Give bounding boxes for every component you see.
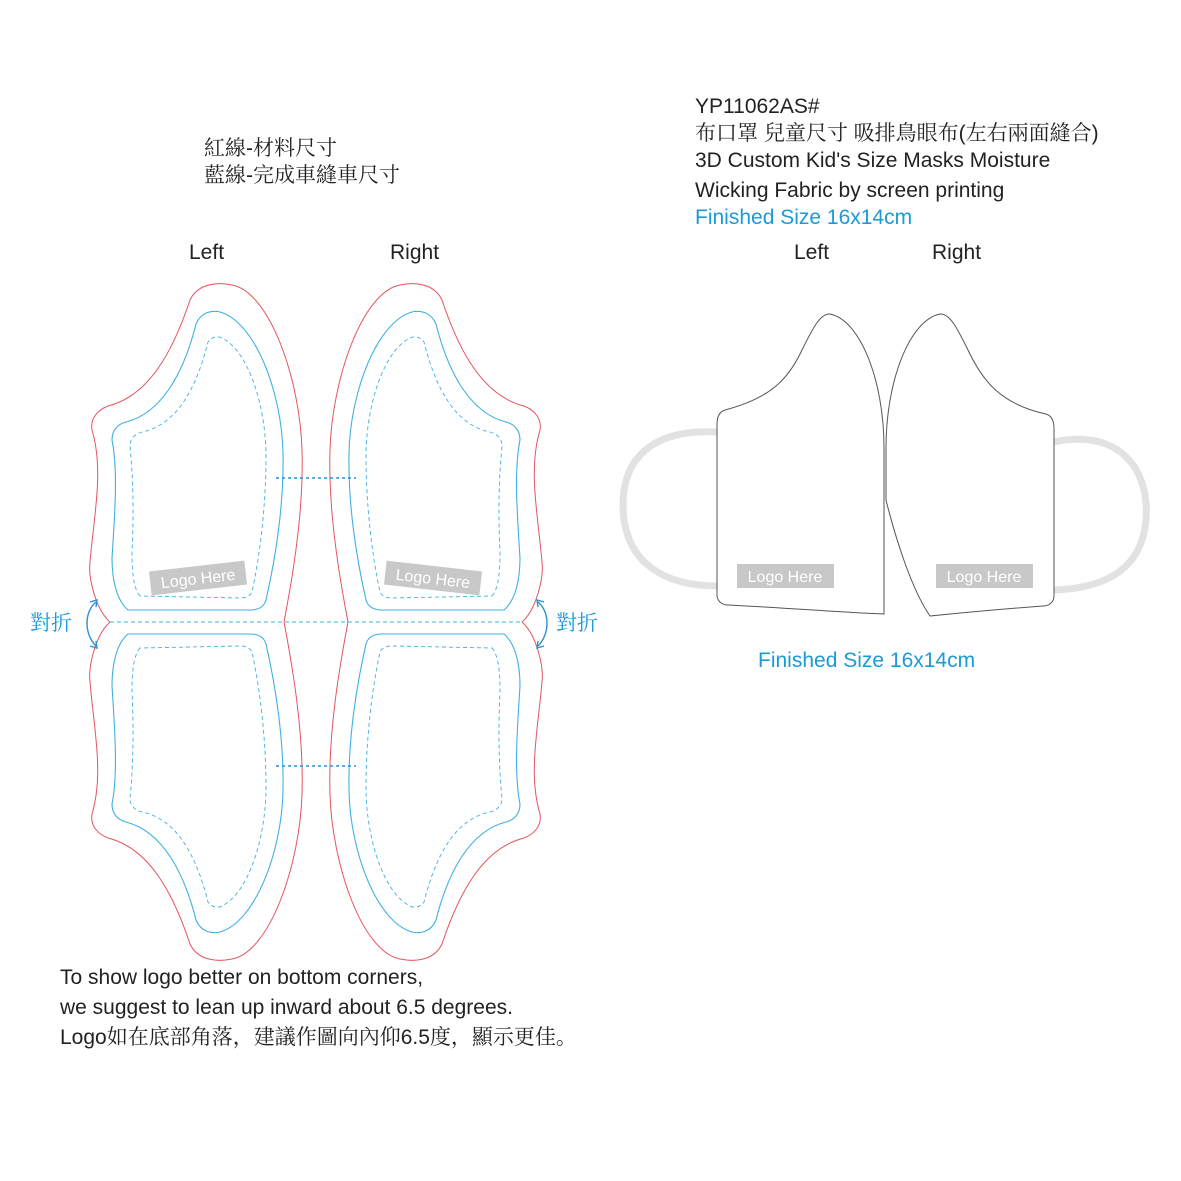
- product-title-en-1: 3D Custom Kid's Size Masks Moisture: [695, 149, 1051, 172]
- mask-mockup: [623, 314, 1146, 616]
- finished-size-mockup: Finished Size 16x14cm: [758, 649, 976, 672]
- svg-text:Logo Here: Logo Here: [946, 569, 1022, 586]
- mockup-logo-right: [936, 564, 1033, 588]
- fold-label-right: 對折: [556, 612, 598, 635]
- mockup-label-right: Right: [932, 241, 982, 264]
- fold-arrow-left: [87, 600, 97, 648]
- fold-arrow-right: [537, 600, 547, 648]
- pattern-logo-left: [149, 561, 247, 596]
- pattern-label-left: Left: [189, 241, 225, 264]
- svg-text:Logo Here: Logo Here: [394, 566, 471, 593]
- product-code: YP11062AS#: [695, 95, 820, 118]
- pattern-logo-right: [384, 561, 482, 596]
- legend-red-line: 紅線-材料尺寸: [204, 137, 337, 160]
- footer-line-3: Logo如在底部角落，建議作圖向內仰6.5度，顯示更佳。: [60, 1026, 577, 1049]
- pattern-label-right: Right: [390, 241, 440, 264]
- fold-label-left: 對折: [30, 612, 72, 635]
- finished-size-header: Finished Size 16x14cm: [695, 206, 913, 229]
- ear-strap-right: [1054, 439, 1146, 590]
- product-title-en-2: Wicking Fabric by screen printing: [695, 179, 1005, 202]
- footer-line-1: To show logo better on bottom corners,: [60, 966, 424, 989]
- ear-strap-left: [623, 432, 718, 586]
- svg-text:Logo Here: Logo Here: [747, 569, 823, 586]
- mockup-logo-left: [737, 564, 834, 588]
- svg-text:Logo Here: Logo Here: [160, 566, 237, 593]
- mockup-label-left: Left: [794, 241, 830, 264]
- legend-blue-line: 藍線-完成車縫車尺寸: [204, 164, 400, 187]
- footer-line-2: we suggest to lean up inward about 6.5 degrees.: [60, 996, 513, 1019]
- product-title-cn: 布口罩 兒童尺寸 吸排鳥眼布(左右兩面縫合): [695, 122, 1099, 145]
